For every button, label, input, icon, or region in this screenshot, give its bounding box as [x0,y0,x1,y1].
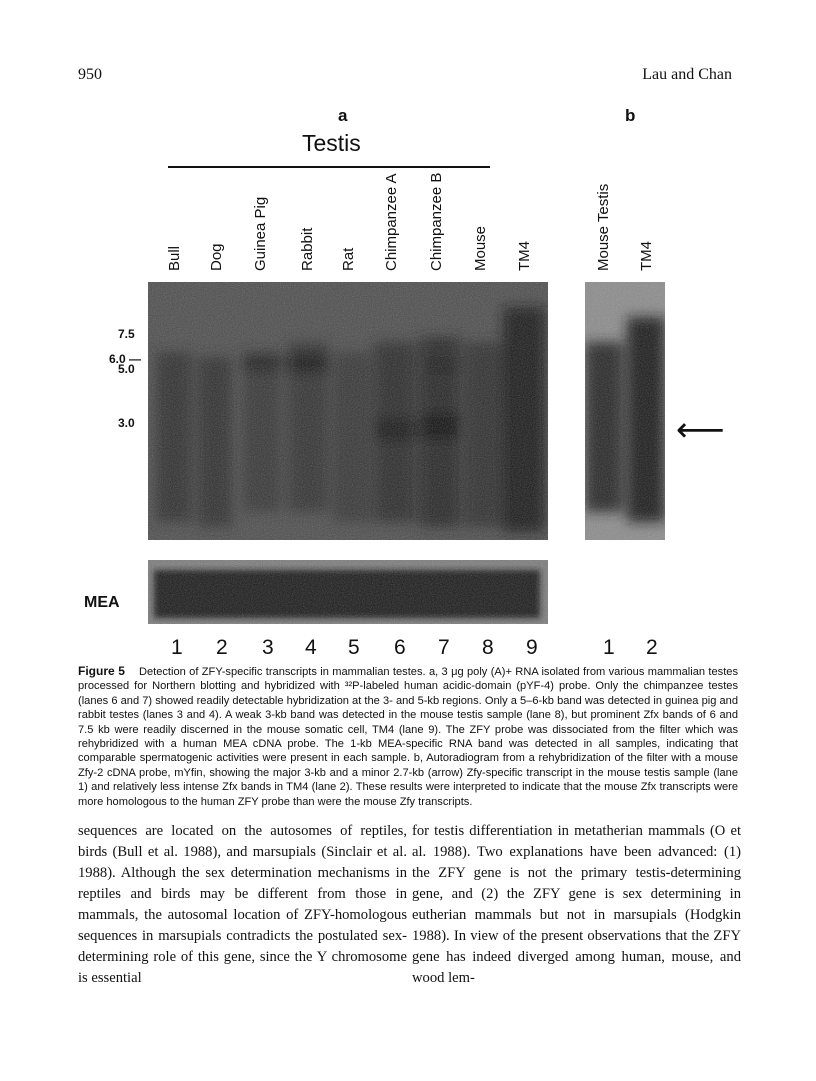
page-number: 950 [78,66,102,83]
size-marker-7-5: 7.5 [118,327,135,341]
lane-label-dog: Dog [208,243,225,271]
lane-number: 5 [348,636,360,659]
size-marker-3-0: 3.0 [118,416,135,430]
body-left-column: sequences are located on the autosomes of reptiles, birds (Bull et al. 1988), and marsupials (Sinclair et al. 1988). Although the sex determination mechanisms in reptiles and birds may be different from those in mammals, the autosomal location of ZFY-homologous sequences in marsupials contradicts the postulated sex-determining role of this gene, since the Y chromosome is essential [78,823,407,986]
lane-label-rat: Rat [340,247,357,271]
figure-caption [78,664,738,809]
body-right-column: for testis differentiation in metatherian mammals (O et al. 1988). Two explanations have been advanced: (1) the ZFY gene is not the primary testis-determining gene, and (2) the ZFY gene is sex determining in eutherian mammals but not in marsupials (Hodgkin 1988). In view of the present observations that the ZFY gene has indeed diverged among human, mouse, and wood lem- [412,823,741,986]
lane-label-rabbit: Rabbit [299,227,316,271]
lane-number: 2 [216,636,228,659]
northern-blot-panel-b [585,282,665,540]
figure-label: Figure 5 [78,664,125,678]
size-marker-6-0: 6.0 — [109,352,142,366]
lane-number: 1 [603,636,615,659]
lane-label-tm4: TM4 [516,241,533,271]
lane-label-bull: Bull [166,245,183,271]
group-label-testis: Testis [302,130,361,156]
lane-label-chimpanzee-b: Chimpanzee B [428,172,445,271]
caption-text: Detection of ZFY-specific transcripts in mammalian testes. a, 3 μg poly (A)+ RNA isolated from various mammalian testes processed for Northern blotting and hybridized with ³²P-labeled human acidic-domain (pYF-4) probe. Only the chimpanzee testes (lanes 6 and 7) showed readily detectable hybridization at the 3- and 5-kb regions. Only a 5–6-kb band was detected in guinea pig and rabbit testes (lanes 3 and 4). A weak 3-kb band was detected in the mouse testis sample (lane 8), but prominent Zfx bands of 6 and 7.5 kb were readily discerned in the mouse somatic cell, TM4 (lane 9). The ZFY probe was dissociated from the filter which was rehybridized with a human MEA cDNA probe. The 1-kb MEA-specific RNA band was detected in all samples, indicating that comparable spermatogenic activities were present in each sample. b, Autoradiogram from a rehybridization of the filter with a mouse Zfy-2 cDNA probe, mYfin, showing the major 3-kb and a minor 2.7-kb (arrow) Zfy-specific transcript in the mouse testis sample (lane 1) and relatively less intense Zfx bands in TM4 (lane 2). These results were interpreted to indicate that the mouse Zfx transcripts were more homologous to the human ZFY probe than were the mouse Zfy transcripts. [78,666,738,808]
lane-number: 1 [171,636,183,659]
northern-blot-panel-a [148,282,548,540]
lane-number: 9 [526,636,538,659]
mea-control-blot [148,560,548,624]
panel-b-label: b [625,106,636,125]
running-title: Lau and Chan [642,66,732,83]
lane-number: 2 [646,636,658,659]
lane-label-mouse: Mouse [472,225,489,271]
size-marker-5-0: 5.0 [118,362,135,376]
lane-number: 6 [394,636,406,659]
lane-label-tm4-b: TM4 [638,241,655,271]
lane-number: 7 [438,636,450,659]
testis-group-line [168,166,490,168]
lane-label-guinea-pig: Guinea Pig [252,196,269,271]
lane-number: 4 [305,636,317,659]
mea-label: MEA [84,594,120,611]
lane-label-chimpanzee-a: Chimpanzee A [383,173,400,271]
panel-a-label: a [338,106,348,125]
lane-label-mouse-testis: Mouse Testis [595,183,612,271]
lane-number: 3 [262,636,274,659]
arrow-icon: ⟵ [676,410,725,450]
lane-number: 8 [482,636,494,659]
